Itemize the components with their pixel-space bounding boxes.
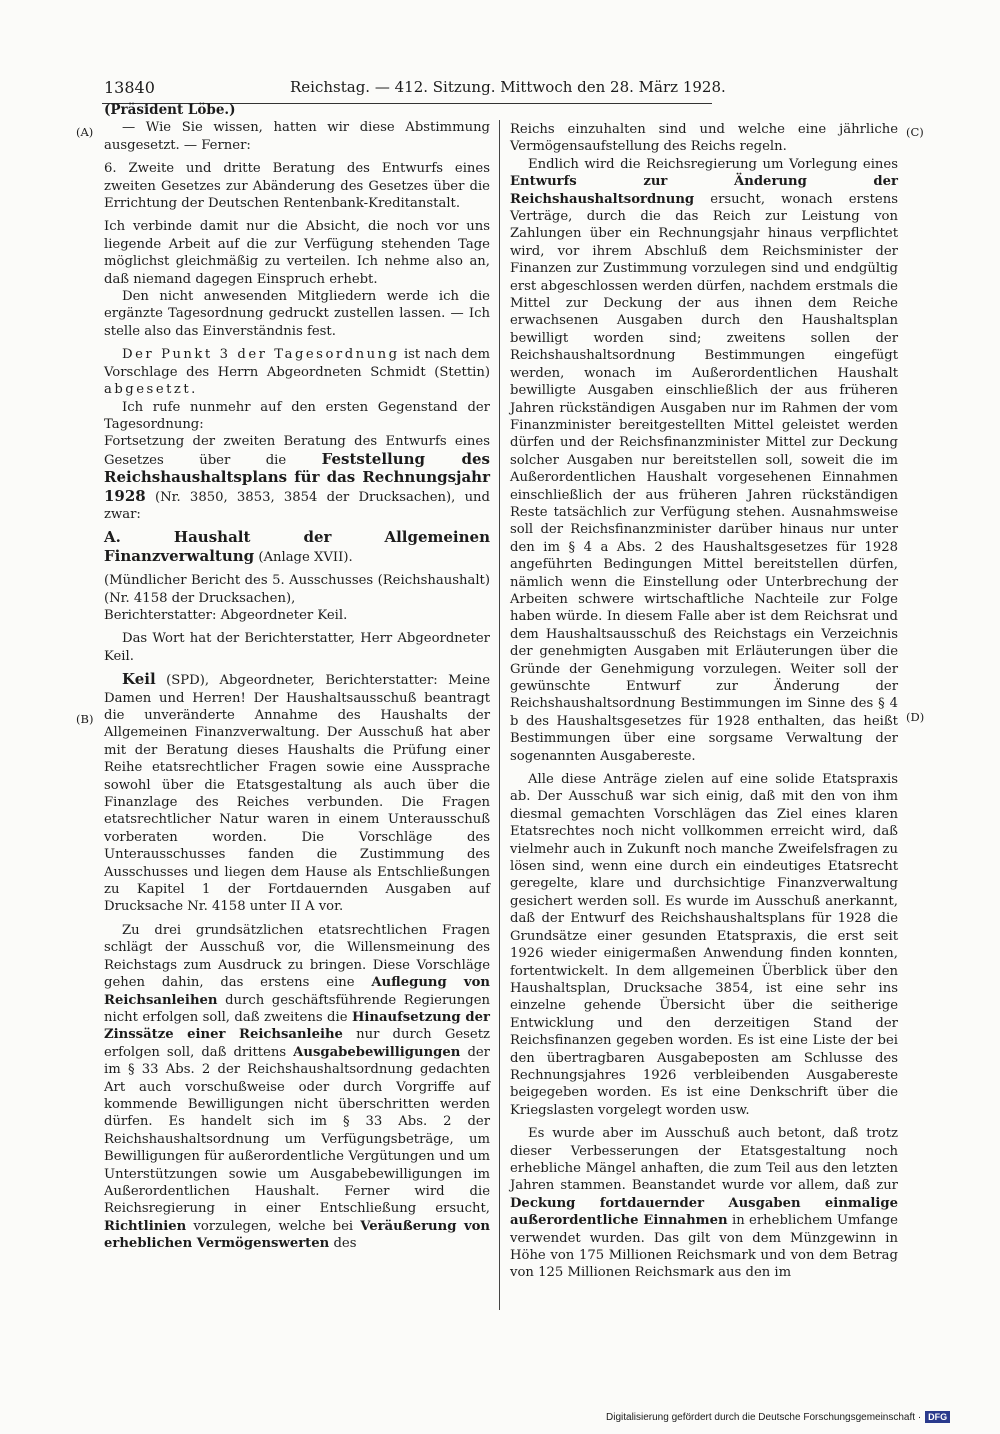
paragraph: Ich verbinde damit nur die Absicht, die noch vor uns liegende Arbeit auf die zur Verfügung stehenden Tage möglichst gleichmäßig zu verteilen. Ich nehme also an, daß niemand dagegen Einspruch erhebt. bbox=[104, 219, 490, 287]
column-divider bbox=[499, 120, 500, 1310]
paragraph: — Wie Sie wissen, hatten wir diese Abstimmung ausgesetzt. — Ferner: bbox=[104, 120, 490, 153]
president-label: (Präsident Löbe.) bbox=[104, 102, 236, 118]
agenda-item-fortsetzung: Fortsetzung der zweiten Beratung des Entwurfs eines Gesetzes über die Feststellung des Reichshaushaltsplans für das Rechnungsjahr 1928 (Nr. 3850, 3853, 3854 der Drucksachen), und zwar: bbox=[104, 434, 490, 522]
paragraph: Reichs einzuhalten sind und welche eine jährliche Vermögensaufstellung des Reichs regeln. bbox=[510, 122, 898, 155]
agenda-item-6: 6. Zweite und dritte Beratung des Entwurfs eines zweiten Gesetzes zur Abänderung des Gesetzes über die Errichtung der Deutschen Rentenbank-Kreditanstalt. bbox=[104, 161, 490, 212]
dfg-logo: DFG bbox=[925, 1411, 950, 1423]
paragraph: Den nicht anwesenden Mitgliedern werde ich die ergänzte Tagesordnung gedruckt zustellen lassen. — Ich stelle also das Einverständnis fest. bbox=[104, 289, 490, 339]
speech-keil: Keil (SPD), Abgeordneter, Berichterstatter: Meine Damen und Herren! Der Haushaltsausschuß beantragt die unveränderte Annahme des Haushalts der Allgemeinen Finanzverwaltung. Der Ausschuß hat aber mit der Beratung dieses Haushalts die Prüfung einer Reihe etatsrechtlicher Fragen sowie eine Aussprache sowohl über die Etatsgestaltung als auch über die Finanzlage des Reiches verbunden. Die Fragen etatsrechtlicher Natur waren in einem Unterausschuß vorberaten worden. Die Vorschläge des Unterausschusses fanden die Zustimmung des Ausschusses und liegen dem Hause als Entschließungen zu Kapitel 1 der Fortdauernden Ausgaben auf Drucksache Nr. 4158 unter II A vor. bbox=[104, 670, 490, 915]
report-note: (Mündlicher Bericht des 5. Ausschusses (Reichshaushalt) (Nr. 4158 der Drucksachen), bbox=[104, 573, 490, 606]
running-title: Reichstag. — 412. Sitzung. Mittwoch den 28. März 1928. bbox=[290, 78, 726, 96]
left-column bbox=[104, 102, 490, 1253]
footer-credit bbox=[606, 1411, 994, 1425]
margin-letter-c: (C) bbox=[906, 125, 924, 139]
paragraph: Endlich wird die Reichsregierung um Vorlegung eines Entwurfs zur Änderung der Reichshaushaltsordnung ersucht, wonach erstens Verträge, durch die das Reich zur Leistung von Zahlungen über ein Rechnungsjahr hinaus verpflichtet wird, vor ihrem Abschluß dem Reichsminister der Finanzen zur Zustimmung vorzulegen sind und endgültig erst abgeschlossen werden dürfen, nachdem erstmals die Mittel zur Deckung der aus ihnen dem Reiche erwachsenen Ausgaben durch den Haushaltsplan bewilligt worden sind; zweitens sollen der Reichshaushaltsordnung Bestimmungen eingefügt werden, wonach im Außerordentlichen Haushalt bewilligte Ausgaben einschließlich der aus früheren Jahren rückständigen Ausgaben nur im Rahmen der vom Finanzminister bereitgestellten Mittel geleistet werden dürfen und der Reichsfinanzminister Mittel zur Deckung solcher Ausgaben nur bereitstellen soll, soweit die im Außerordentlichen Haushalt vorgesehenen Einnahmen einschließlich der aus früheren Jahren rückständigen Reste tatsächlich zur Verfügung stehen. Ausnahmsweise soll der Reichsfinanzminister darüber hinaus nur unter den im § 4 a Abs. 2 des Haushaltsgesetzes für 1928 angeführten Bedingungen Mittel bereitstellen dürfen, nämlich wenn die Einstellung oder Unterbrechung der Arbeiten schwere wirtschaftliche Nachteile zur Folge haben würde. In diesem Falle aber ist dem Reichsrat und dem Haushaltsausschuß des Reichstags ein Verzeichnis der genehmigten Ausgaben mit Erläuterungen über die Gründe der Genehmigung vorzulegen. Weiter soll der gewünschte Entwurf zur Änderung der Reichshaushaltsordnung Bestimmungen im Sinne des § 4 b des Haushaltsgesetzes für 1928 enthalten, das heißt Bestimmungen über eine sorgsame Verwaltung der sogenannten Ausgabereste. bbox=[510, 156, 898, 764]
rapporteur: Berichterstatter: Abgeordneter Keil. bbox=[104, 607, 348, 623]
paragraph: Das Wort hat der Berichterstatter, Herr Abgeordneter Keil. bbox=[104, 631, 490, 664]
paragraph: Es wurde aber im Ausschuß auch betont, daß trotz dieser Verbesserungen der Etatsgestaltung noch erhebliche Mängel anhaften, die zum Teil aus den letzten Jahren stammen. Beanstandet wurde vor allem, daß zur Deckung fortdauernder Ausgaben einmalige außerordentliche Einnahmen in erheblichem Umfange verwendet wurden. Das gilt von dem Münzgewinn in Höhe von 175 Millionen Reichsmark und von dem Betrag von 125 Millionen Reichsmark aus den im bbox=[510, 1126, 898, 1281]
paragraph: Zu drei grundsätzlichen etatsrechtlichen Fragen schlägt der Ausschuß vor, die Willensmeinung des Reichstags zum Ausdruck zu bringen. Diese Vorschläge gehen dahin, das erstens eine Auflegung von Reichsanleihen durch geschäftsführende Regierungen nicht erfolgen soll, daß zweitens die Hinaufsetzung der Zinssätze einer Reichsanleihe nur durch Gesetz erfolgen soll, daß drittens Ausgabebewilligungen der im § 33 Abs. 2 der Reichshaushaltsordnung gedachten Art auch vorschußweise oder durch Vorgriffe auf kommende Bewilligungen nicht überschritten werden dürfen. Es handelt sich im § 33 Abs. 2 der Reichshaushaltsordnung um Verfügungsbeträge, um Bewilligungen für außerordentliche Vergütungen und um Unterstützungen sowie um Ausgabebewilligungen im Außerordentlichen Haushalt. Ferner wird die Reichsregierung in einer Entschließung ersucht, Richtlinien vorzulegen, welche bei Veräußerung von erheblichen Vermögenswerten des bbox=[104, 922, 490, 1252]
paragraph: Der Punkt 3 der Tagesordnung ist nach dem Vorschlage des Herrn Abgeordneten Schmidt (Stettin) abgesetzt. bbox=[104, 347, 490, 398]
margin-letter-a: (A) bbox=[76, 125, 94, 139]
speaker-name: Keil bbox=[122, 670, 156, 689]
margin-letter-d: (D) bbox=[906, 710, 925, 724]
paragraph: Ich rufe nunmehr auf den ersten Gegenstand der Tagesordnung: bbox=[104, 399, 490, 432]
paragraph: Alle diese Anträge zielen auf eine solide Etatspraxis ab. Der Ausschuß war sich einig, daß mit den von ihm diesmal gemachten Vorschlägen das Ziel eines klaren Etatsrechtes noch nicht vollkommen erreicht wird, daß vielmehr auch in Zukunft noch manche Zweifelsfragen zu lösen sind, wenn eine durch ein eindeutiges Etatsrecht geregelte, klare und durchsichtige Finanzverwaltung gesichert werden soll. Es wurde im Ausschuß anerkannt, daß der Entwurf des Reichshaushaltsplans für 1928 die Grundsätze einer gesunden Etatspraxis, die erst seit 1926 wieder einigermaßen Anwendung finden konnten, fortentwickelt. In dem allgemeinen Überblick über den Haushaltsplan, Drucksache 3854, ist eine sehr ins einzelne gehende Übersicht über die seitherige Entwicklung und den derzeitigen Stand der Reichsfinanzen gegeben worden. Es ist eine Liste der bei den übertragbaren Ausgabeposten am Schlusse des Rechnungsjahres 1926 verbleibenden Ausgabereste beigegeben worden. Es ist eine Denkschrift über die Kriegslasten vorgelegt worden usw. bbox=[510, 772, 898, 1118]
agenda-item-a: A. Haushalt der Allgemeinen Finanzverwaltung (Anlage XVII). bbox=[104, 528, 490, 565]
footer-text: Digitalisierung gefördert durch die Deutsche Forschungsgemeinschaft · bbox=[606, 1412, 922, 1423]
page-header bbox=[104, 78, 726, 104]
right-column bbox=[510, 121, 898, 1282]
margin-letter-b: (B) bbox=[76, 712, 94, 726]
page-number: 13840 bbox=[104, 78, 155, 97]
